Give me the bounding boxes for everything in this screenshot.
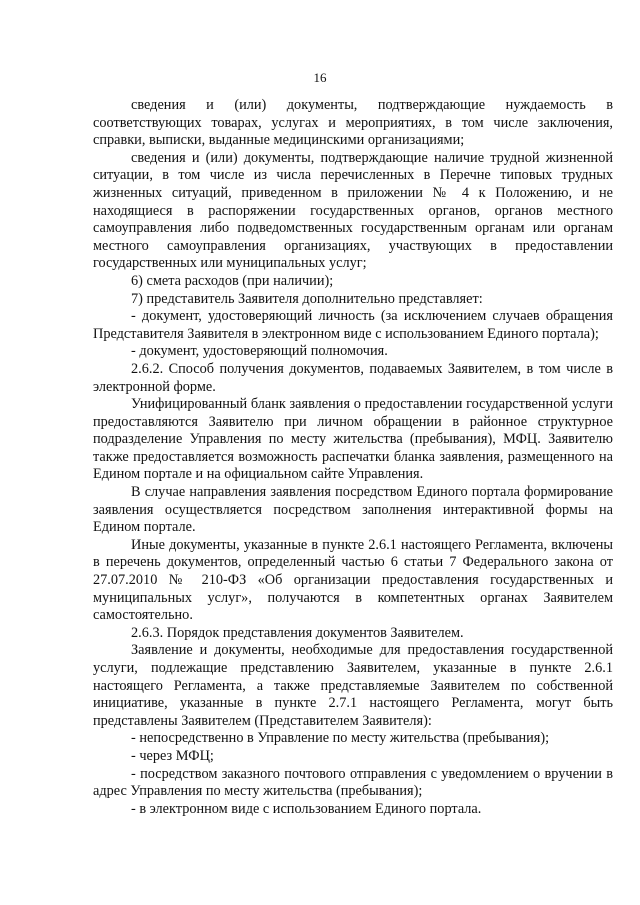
paragraph: - документ, удостоверяющий личность (за исключением случаев обращения Представителя Заявителя в электронном виде с использованием Единого портала); — [93, 308, 613, 342]
document-body — [93, 97, 613, 818]
paragraph: Унифицированный бланк заявления о предоставлении государственной услуги предоставляются Заявителю при личном обращении в районное структурное подразделение Управления по месту жительства (пребывания), МФЦ. Заявителю также предоставляется возможность распечатки бланка заявления, размещенного на Едином портале и на официальном сайте Управления. — [93, 396, 613, 483]
section-heading: 2.6.2. Способ получения документов, подаваемых Заявителем, в том числе в электронной форме. — [93, 360, 613, 395]
list-item: - через МФЦ; — [131, 747, 214, 764]
page-number: 16 — [313, 70, 327, 85]
section-heading: 2.6.3. Порядок представления документов Заявителем. — [131, 624, 464, 641]
list-item: - в электронном виде с использованием Единого портала. — [131, 800, 482, 817]
paragraph: Иные документы, указанные в пункте 2.6.1 настоящего Регламента, включены в перечень документов, определенный частью 6 статьи 7 Федерального закона от 27.07.2010 № 210-ФЗ «Об организации предоставления государственных и муниципальных услуг», получаются в компетентных органах Заявителем самостоятельно. — [93, 536, 613, 624]
paragraph: - документ, удостоверяющий полномочия. — [131, 343, 388, 360]
list-item: - непосредственно в Управление по месту жительства (пребывания); — [131, 730, 550, 747]
paragraph: 7) представитель Заявителя дополнительно представляет: — [131, 290, 483, 307]
paragraph: сведения и (или) документы, подтверждающие нуждаемость в соответствующих товарах, услугах и мероприятиях, в том числе заключения, справки, выписки, выданные медицинскими организациями; — [93, 97, 613, 149]
paragraph: В случае направления заявления посредством Единого портала формирование заявления осуществляется посредством заполнения интерактивной формы на Едином портале. — [93, 484, 613, 536]
paragraph: сведения и (или) документы, подтверждающие наличие трудной жизненной ситуации, в том числе из числа перечисленных в Перечне типовых трудных жизненных ситуаций, приведенном в приложении № 4 к Положению, и не находящиеся в распоряжении государственных органов, органов местного самоуправления либо подведомственных государственным органам или органам местного самоуправления организациях, участвующих в предоставлении государственных или муниципальных услуг; — [93, 149, 613, 272]
paragraph: Заявление и документы, необходимые для предоставления государственной услуги, подлежащие представлению Заявителем, указанные в пункте 2.6.1 настоящего Регламента, а также представляемые Заявителем по собственной инициативе, указанные в пункте 2.7.1 настоящего Регламента, могут быть представлены Заявителем (Представителем Заявителя): — [93, 642, 613, 729]
paragraph: 6) смета расходов (при наличии); — [131, 272, 334, 289]
list-item: - посредством заказного почтового отправления с уведомлением о вручении в адрес Управления по месту жительства (пребывания); — [93, 765, 613, 800]
